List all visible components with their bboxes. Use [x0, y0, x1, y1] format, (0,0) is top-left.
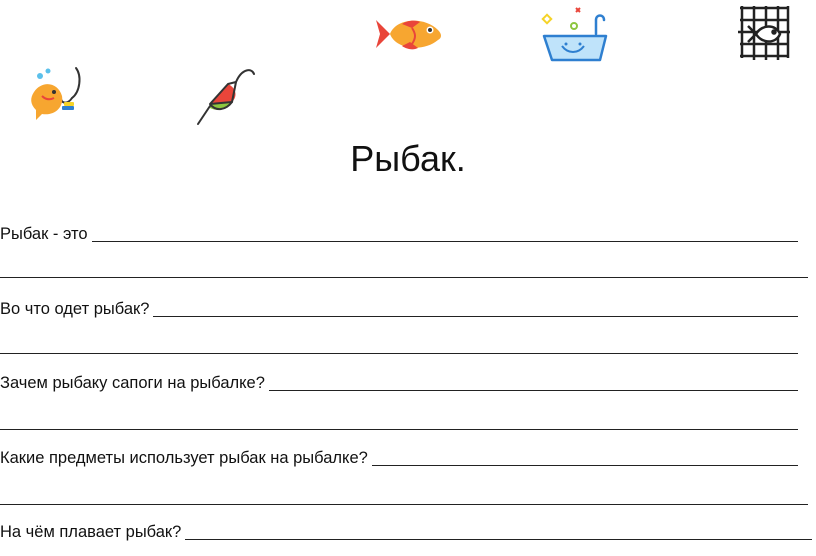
answer-line[interactable] — [372, 464, 798, 466]
question-text: Какие предметы использует рыбак на рыбалке? — [0, 449, 368, 467]
answer-line[interactable] — [92, 240, 798, 242]
question-text: Рыбак - это — [0, 225, 88, 243]
goldfish-icon — [372, 14, 446, 56]
question-row — [0, 300, 798, 319]
question-row — [0, 225, 798, 244]
answer-line[interactable] — [0, 504, 808, 505]
question-row — [0, 374, 798, 393]
answer-line[interactable] — [0, 353, 798, 354]
answer-line[interactable] — [0, 429, 798, 430]
question-row — [0, 523, 812, 542]
fishing-float-icon — [196, 66, 256, 128]
fishing-net-icon — [734, 4, 794, 62]
question-text: Зачем рыбаку сапоги на рыбалке? — [0, 374, 265, 392]
answer-line[interactable] — [185, 538, 812, 540]
question-text: На чём плавает рыбак? — [0, 523, 182, 541]
answer-line[interactable] — [0, 277, 808, 278]
question-text: Во что одет рыбак? — [0, 300, 150, 318]
fish-on-hook-icon — [28, 62, 88, 124]
question-row — [0, 449, 798, 468]
aquarium-icon — [540, 6, 610, 66]
answer-line[interactable] — [269, 389, 798, 391]
page-title: Рыбак. — [350, 138, 466, 179]
answer-line[interactable] — [153, 315, 798, 317]
